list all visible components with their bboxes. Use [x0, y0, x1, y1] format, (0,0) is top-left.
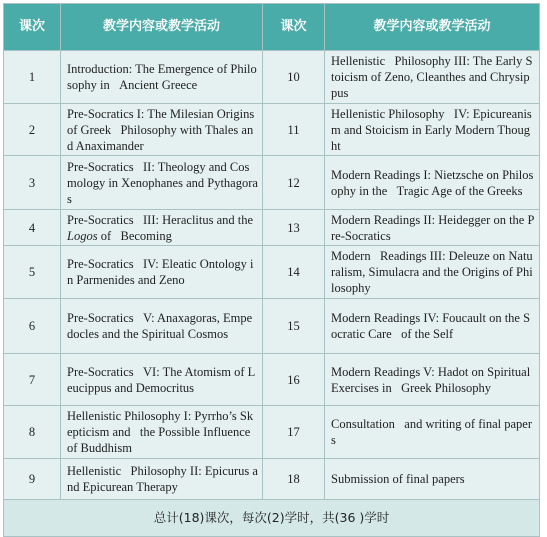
summary-text: 总计(18)课次，每次(2)学时，共(36 )学时 [4, 500, 540, 537]
table-header [4, 4, 540, 51]
session-activity: Consultation and writing of final papers [325, 406, 540, 459]
session-number: 5 [4, 246, 61, 299]
summary-row [4, 500, 540, 537]
session-number: 8 [4, 406, 61, 459]
session-number: 1 [4, 51, 61, 104]
header-row [4, 4, 540, 51]
session-activity: Modern Readings V: Hadot on Spiritual Exercises in Greek Philosophy [325, 354, 540, 406]
header-num-right: 课次 [263, 4, 325, 51]
session-activity: Modern Readings I: Nietzsche on Philosophy in the Tragic Age of the Greeks [325, 156, 540, 210]
session-activity: Hellenistic Philosophy I: Pyrrho’s Skepticism and the Possible Influence of Buddhism [61, 406, 263, 459]
session-number: 16 [263, 354, 325, 406]
logos-emphasis: Logos [67, 228, 98, 243]
table-row [4, 104, 540, 156]
table-row [4, 406, 540, 459]
session-number: 11 [263, 104, 325, 156]
session-activity: Hellenistic Philosophy III: The Early Stoicism of Zeno, Cleanthes and Chrysippus [325, 51, 540, 104]
session-activity: Hellenistic Philosophy II: Epicurus and Epicurean Therapy [61, 459, 263, 500]
header-activity-left: 教学内容或教学活动 [61, 4, 263, 51]
table-row [4, 299, 540, 354]
session-activity: Pre-Socratics I: The Milesian Origins of Greek Philosophy with Thales and Anaximander [61, 104, 263, 156]
session-number: 15 [263, 299, 325, 354]
table-row [4, 354, 540, 406]
session-number: 2 [4, 104, 61, 156]
header-num-left: 课次 [4, 4, 61, 51]
table-row [4, 459, 540, 500]
session-activity: Pre-Socratics VI: The Atomism of Leucippus and Democritus [61, 354, 263, 406]
session-activity: Hellenistic Philosophy IV: Epicureanism and Stoicism in Early Modern Thought [325, 104, 540, 156]
session-activity-text: Pre-Socratics III: Heraclitus and the [67, 212, 254, 227]
session-activity: Modern Readings IV: Foucault on the Socratic Care of the Self [325, 299, 540, 354]
session-number: 14 [263, 246, 325, 299]
session-activity: Pre-Socratics IV: Eleatic Ontology in Parmenides and Zeno [61, 246, 263, 299]
session-number: 18 [263, 459, 325, 500]
session-number: 17 [263, 406, 325, 459]
session-number: 6 [4, 299, 61, 354]
syllabus-table [3, 3, 540, 537]
session-number: 4 [4, 210, 61, 246]
table-row [4, 246, 540, 299]
table-body [4, 51, 540, 500]
table-row [4, 51, 540, 104]
session-activity: Modern Readings III: Deleuze on Naturalism, Simulacra and the Origins of Philosophy [325, 246, 540, 299]
session-activity [61, 210, 263, 246]
session-number: 3 [4, 156, 61, 210]
session-activity: Modern Readings II: Heidegger on the Pre-Socratics [325, 210, 540, 246]
session-activity: Pre-Socratics V: Anaxagoras, Empedocles and the Spiritual Cosmos [61, 299, 263, 354]
session-activity: Pre-Socratics II: Theology and Cosmology in Xenophanes and Pythagoras [61, 156, 263, 210]
header-activity-right: 教学内容或教学活动 [325, 4, 540, 51]
session-activity: Submission of final papers [325, 459, 540, 500]
session-number: 13 [263, 210, 325, 246]
table-footer [4, 500, 540, 537]
session-number: 9 [4, 459, 61, 500]
session-number: 12 [263, 156, 325, 210]
session-activity: Introduction: The Emergence of Philosophy in Ancient Greece [61, 51, 263, 104]
table-row [4, 156, 540, 210]
session-number: 10 [263, 51, 325, 104]
session-activity-text: of Becoming [97, 228, 172, 243]
table-row [4, 210, 540, 246]
session-number: 7 [4, 354, 61, 406]
